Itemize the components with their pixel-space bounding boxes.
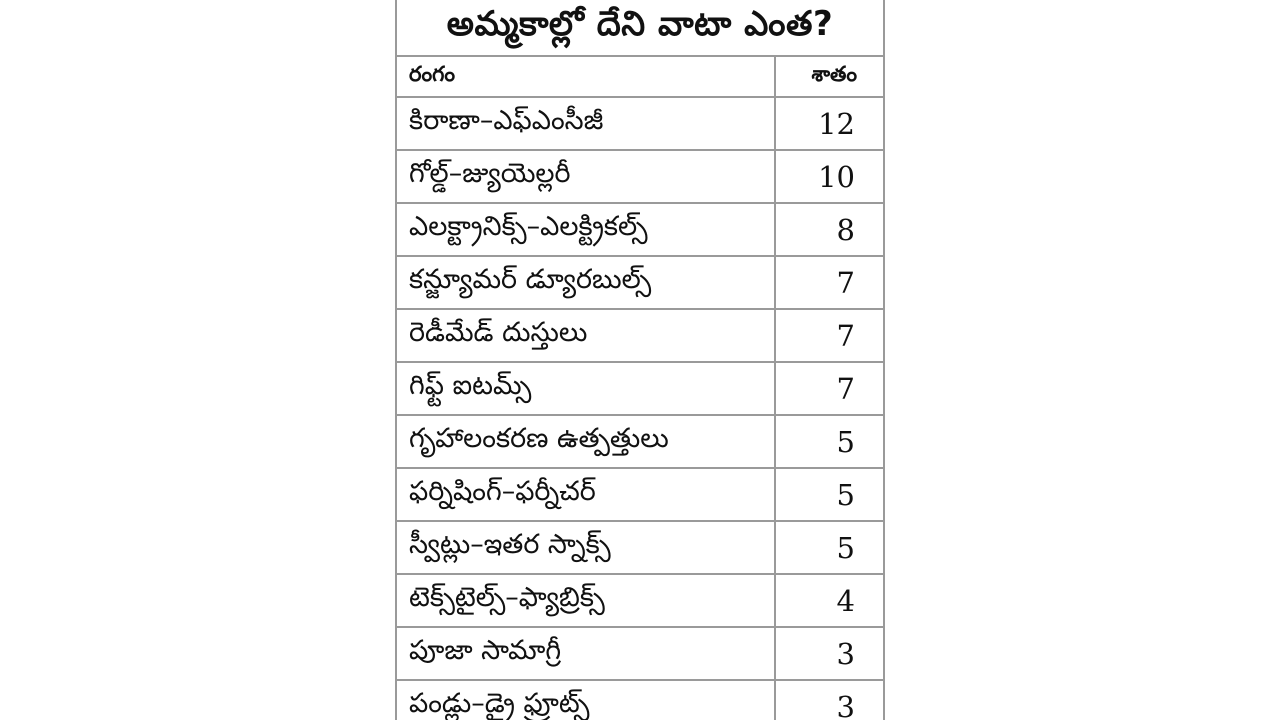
percent-value-cell: 5 xyxy=(775,521,883,574)
column-header-sector: రంగం xyxy=(397,57,775,97)
sector-name-cell: రెడీమేడ్‌ దుస్తులు xyxy=(397,309,775,362)
sector-name-cell: కన్జ్యూమర్‌ డ్యూరబుల్స్‌ xyxy=(397,256,775,309)
table-row xyxy=(397,203,883,256)
percent-value-cell: 12 xyxy=(775,97,883,150)
column-header-percent: శాతం xyxy=(775,57,883,97)
percent-value-cell: 3 xyxy=(775,627,883,680)
sector-name-cell: స్వీట్లు–ఇతర స్నాక్స్‌ xyxy=(397,521,775,574)
percent-value-cell: 5 xyxy=(775,468,883,521)
table-row xyxy=(397,362,883,415)
table-body xyxy=(397,97,883,720)
percent-value-cell: 7 xyxy=(775,362,883,415)
percent-value-cell: 10 xyxy=(775,150,883,203)
sector-name-cell: ఫర్నిషింగ్‌–ఫర్నీచర్‌ xyxy=(397,468,775,521)
table-row xyxy=(397,468,883,521)
table-title: అమ్మకాల్లో దేని వాటా ఎంత? xyxy=(397,0,883,57)
table-row xyxy=(397,574,883,627)
table-row xyxy=(397,415,883,468)
table-row xyxy=(397,680,883,720)
sector-name-cell: ఎలక్ట్రానిక్స్‌–ఎలక్ట్రికల్స్‌ xyxy=(397,203,775,256)
share-table-card xyxy=(395,0,885,720)
percent-value-cell: 7 xyxy=(775,256,883,309)
percent-value-cell: 8 xyxy=(775,203,883,256)
sector-name-cell: టెక్స్‌టైల్స్‌–ఫ్యాబ్రిక్స్‌ xyxy=(397,574,775,627)
sector-name-cell: పూజా సామాగ్రీ xyxy=(397,627,775,680)
table-header-row xyxy=(397,57,883,97)
sector-name-cell: గృహాలంకరణ ఉత్పత్తులు xyxy=(397,415,775,468)
table-row xyxy=(397,309,883,362)
percent-value-cell: 4 xyxy=(775,574,883,627)
sector-name-cell: గిఫ్ట్‌ ఐటమ్స్‌ xyxy=(397,362,775,415)
percent-value-cell: 3 xyxy=(775,680,883,720)
sector-name-cell: కిరాణా–ఎఫ్‌ఎంసీజీ xyxy=(397,97,775,150)
sector-name-cell: గోల్డ్‌–జ్యుయెల్లరీ xyxy=(397,150,775,203)
sales-share-table xyxy=(397,57,883,720)
table-row xyxy=(397,256,883,309)
table-row xyxy=(397,627,883,680)
percent-value-cell: 5 xyxy=(775,415,883,468)
table-row xyxy=(397,521,883,574)
sector-name-cell: పండ్లు–డ్రై ఫ్రూట్స్‌ xyxy=(397,680,775,720)
table-row xyxy=(397,150,883,203)
percent-value-cell: 7 xyxy=(775,309,883,362)
table-row xyxy=(397,97,883,150)
